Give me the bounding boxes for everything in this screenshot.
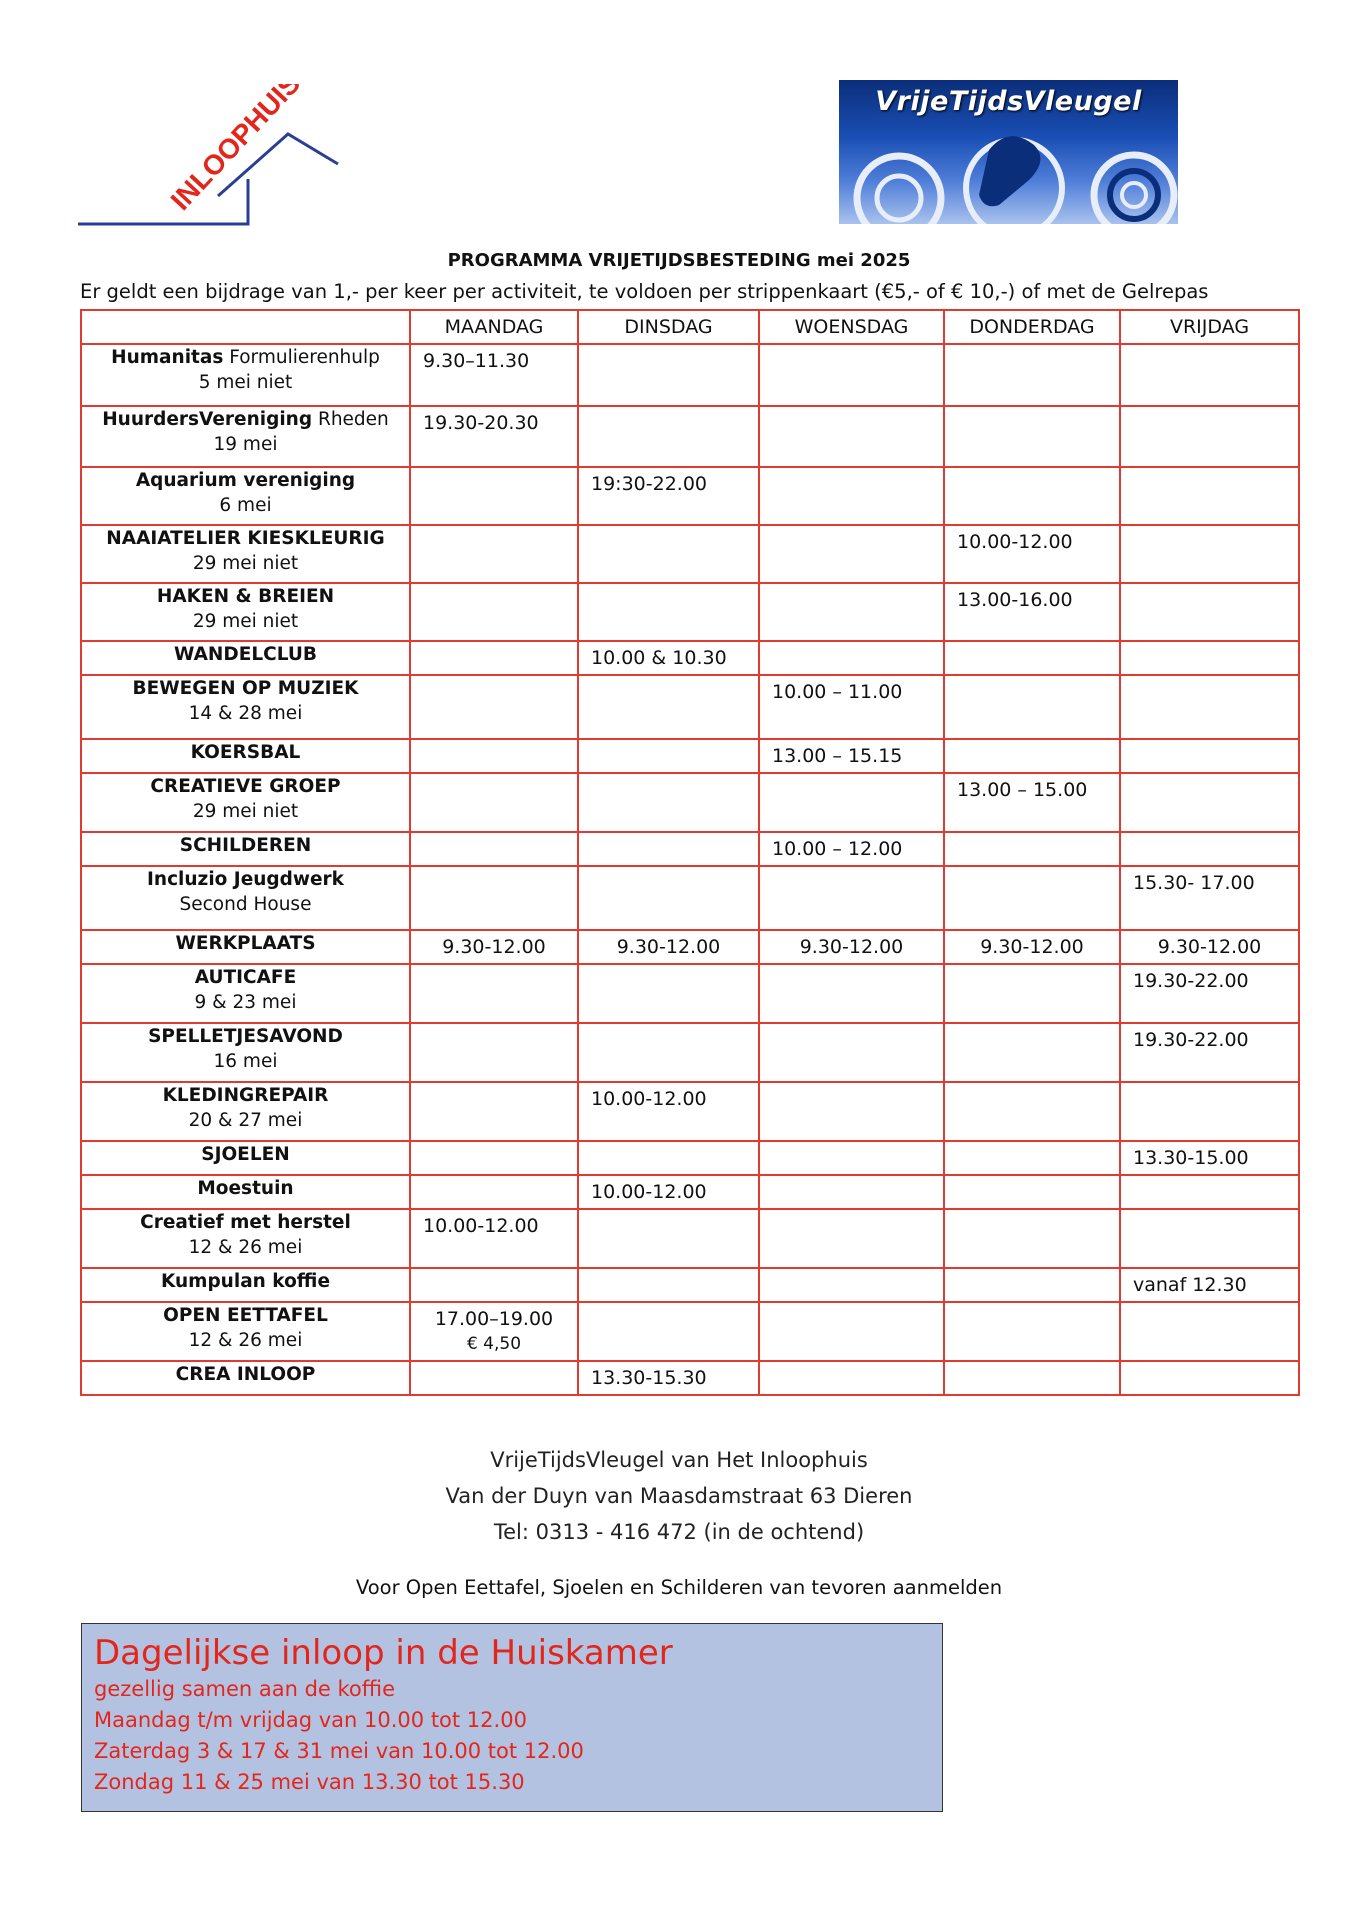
header-activity [81,310,410,344]
time-cell [944,1268,1120,1302]
time-value: 9.30–11.30 [423,350,530,372]
time-value: 10.00-12.00 [957,531,1073,553]
activity-name [82,1362,409,1387]
table-row [81,1302,1299,1361]
time-cell [944,467,1120,525]
time-value: 13.00-16.00 [957,589,1073,611]
activity-name [82,774,409,799]
time-cell [578,1361,759,1395]
activity-name-bold: SCHILDEREN [179,835,312,856]
time-cell [578,832,759,866]
time-value: 9.30-12.00 [799,936,904,958]
activity-name-bold: KOERSBAL [190,742,301,763]
time-cell [759,1209,944,1268]
daily-line: Zondag 11 & 25 mei van 13.30 tot 15.30 [94,1770,525,1794]
activity-cell [81,930,410,964]
time-cell [410,1209,578,1268]
time-value: 19.30-22.00 [1133,1029,1249,1051]
activity-name [82,1210,409,1235]
activity-cell [81,641,410,675]
org-phone: Tel: 0313 - 416 472 (in de ochtend) [493,1520,865,1544]
activity-name [82,867,409,892]
time-cell [410,964,578,1023]
time-cell [944,641,1120,675]
activity-name-bold: KLEDINGREPAIR [162,1085,329,1106]
time-cell [944,739,1120,773]
time-value: 10.00-12.00 [423,1215,539,1237]
vrijetijdsvleugel-logo [839,80,1178,224]
time-cell [944,1209,1120,1268]
activity-name [82,1083,409,1108]
time-cell [578,406,759,467]
activity-note: 16 mei [213,1051,278,1072]
table-header-row [81,310,1299,344]
time-value: 10.00-12.00 [591,1181,707,1203]
daily-title: Dagelijkse inloop in de Huiskamer [94,1633,673,1673]
activity-note: 19 mei [213,434,278,455]
time-cell [578,641,759,675]
time-cell [759,344,944,406]
time-cell [944,583,1120,641]
time-cell [944,930,1120,964]
activity-cell [81,583,410,641]
activity-cell [81,773,410,832]
table-row [81,832,1299,866]
time-value: 10.00 – 11.00 [772,681,903,703]
time-cell [759,739,944,773]
time-cell [410,583,578,641]
time-cell [1120,1082,1299,1141]
time-cell [944,344,1120,406]
time-cell [1120,832,1299,866]
table-row [81,1175,1299,1209]
time-value: 17.00–19.00 [434,1308,554,1330]
time-cell [1120,1209,1299,1268]
activity-cell [81,832,410,866]
time-cell [410,866,578,930]
header-day: VRIJDAG [1120,310,1299,344]
daily-line: Zaterdag 3 & 17 & 31 mei van 10.00 tot 12.00 [94,1739,584,1763]
table-row [81,1082,1299,1141]
contribution-note: Er geldt een bijdrage van 1,- per keer per activiteit, te voldoen per strippenkaart (€5,- of € 10,-) of met de Gelrepas [80,280,1209,303]
activity-name-bold: WANDELCLUB [174,644,317,665]
time-cell [944,773,1120,832]
time-cell [410,739,578,773]
time-cell [944,832,1120,866]
time-cell [1120,866,1299,930]
inloophuis-logo [78,84,358,229]
time-cell [1120,1023,1299,1082]
schedule-table [80,309,1300,1396]
time-cell [410,1302,578,1361]
time-cell [759,866,944,930]
time-cell [578,1082,759,1141]
activity-name-suffix: Formulierenhulp [223,347,380,368]
time-cell [578,866,759,930]
time-cell [1120,1141,1299,1175]
time-cell [410,1175,578,1209]
time-cell [578,1302,759,1361]
time-cell [410,1361,578,1395]
time-cell [410,1268,578,1302]
time-cell [944,525,1120,583]
time-cell [410,641,578,675]
time-cell [1120,773,1299,832]
activity-name [82,1269,409,1294]
table-row [81,1209,1299,1268]
activity-name-bold: SPELLETJESAVOND [148,1026,343,1047]
activity-name-bold: OPEN EETTAFEL [163,1305,328,1326]
activity-note: 20 & 27 mei [188,1110,303,1131]
time-cell [578,964,759,1023]
time-cell [578,467,759,525]
time-value: 19.30-20.30 [423,412,539,434]
activity-note: 9 & 23 mei [194,992,297,1013]
activity-name-bold: Humanitas [111,347,224,368]
activity-name-bold: Aquarium vereniging [135,470,356,491]
time-cell [578,525,759,583]
time-cell [944,406,1120,467]
page-title: PROGRAMMA VRIJETIJDSBESTEDING mei 2025 [447,250,911,271]
table-row [81,930,1299,964]
registration-note: Voor Open Eettafel, Sjoelen en Schilderen van tevoren aanmelden [355,1576,1003,1599]
table-row [81,773,1299,832]
time-cell [410,406,578,467]
time-cell [1120,406,1299,467]
activity-cell [81,525,410,583]
time-value: 19:30-22.00 [591,473,708,495]
activity-cell [81,1141,410,1175]
time-cell [759,641,944,675]
time-cell [759,773,944,832]
time-value: 10.00-12.00 [591,1088,707,1110]
activity-name-bold: CREA INLOOP [175,1364,316,1385]
activity-cell [81,866,410,930]
time-cell [410,1023,578,1082]
time-cell [1120,583,1299,641]
logo-right-text: VrijeTijdsVleugel [875,86,1142,117]
time-cell [759,1141,944,1175]
time-cell [1120,467,1299,525]
time-cell [410,1141,578,1175]
table-row [81,1268,1299,1302]
daily-line: Maandag t/m vrijdag van 10.00 tot 12.00 [94,1708,527,1732]
table-row [81,675,1299,739]
activity-name [82,931,409,956]
header-day: WOENSDAG [759,310,944,344]
activity-name-bold: Moestuin [197,1178,294,1199]
time-cell [1120,641,1299,675]
table-row [81,641,1299,675]
time-cell [1120,675,1299,739]
activity-name [82,1024,409,1049]
time-cell [410,344,578,406]
table-row [81,467,1299,525]
table-row [81,1361,1299,1395]
time-cell [578,1175,759,1209]
activity-cell [81,739,410,773]
table-row [81,1023,1299,1082]
time-value: 13.00 – 15.15 [772,745,903,767]
activity-name-bold: Incluzio Jeugdwerk [147,869,344,890]
table-row [81,739,1299,773]
time-value: 15.30- 17.00 [1133,872,1255,894]
table-row [81,344,1299,406]
time-cell [578,1023,759,1082]
time-cell [759,525,944,583]
time-value: 13.30-15.30 [591,1367,707,1389]
time-cell [759,1302,944,1361]
time-cell [410,930,578,964]
activity-name [82,584,409,609]
time-cell [578,675,759,739]
activity-name-bold: Creatief met herstel [140,1212,351,1233]
time-value: vanaf 12.30 [1133,1274,1247,1296]
time-cell [578,344,759,406]
time-cell [944,1175,1120,1209]
logo-left-text: INLOOPHUIS [164,84,307,217]
activity-name-bold: BEWEGEN OP MUZIEK [132,678,359,699]
time-cell [410,773,578,832]
activity-name-bold: AUTICAFE [194,967,297,988]
time-value: 9.30-12.00 [616,936,721,958]
time-cell [578,930,759,964]
activity-name-bold: CREATIEVE GROEP [150,776,341,797]
time-cell [1120,1302,1299,1361]
activity-cell [81,1361,410,1395]
time-cell [578,773,759,832]
activity-name [82,345,409,370]
activity-cell [81,406,410,467]
time-cell [578,1209,759,1268]
activity-note: 14 & 28 mei [188,703,303,724]
time-value: 9.30-12.00 [442,936,546,958]
time-cell [759,930,944,964]
activity-note: 6 mei [219,495,272,516]
time-cell [410,525,578,583]
time-value: 9.30-12.00 [980,936,1084,958]
time-cell [759,583,944,641]
time-cell [759,1268,944,1302]
activity-cell [81,1268,410,1302]
daily-line: gezellig samen aan de koffie [94,1677,396,1701]
time-cell [759,832,944,866]
activity-name [82,1142,409,1167]
time-cell [578,1141,759,1175]
header-day: DINSDAG [578,310,759,344]
time-cell [759,1023,944,1082]
activity-cell [81,1082,410,1141]
time-cell [759,675,944,739]
time-cell [759,467,944,525]
time-value: 9.30-12.00 [1157,936,1262,958]
activity-name [82,833,409,858]
time-cell [944,1082,1120,1141]
activity-name-bold: WERKPLAATS [175,933,316,954]
activity-name-bold: Kumpulan koffie [160,1271,330,1292]
time-cell [759,1175,944,1209]
activity-cell [81,1209,410,1268]
time-cell [410,675,578,739]
time-cell [944,1361,1120,1395]
activity-note: Second House [179,894,312,915]
activity-note: 29 mei niet [192,801,299,822]
time-cell [410,832,578,866]
activity-cell [81,344,410,406]
time-cell [1120,1268,1299,1302]
activity-note: 12 & 26 mei [188,1237,303,1258]
time-cell [1120,964,1299,1023]
table-row [81,525,1299,583]
time-cell [578,739,759,773]
table-row [81,1141,1299,1175]
activity-name [82,1303,409,1328]
time-cell [410,467,578,525]
org-name: VrijeTijdsVleugel van Het Inloophuis [490,1448,868,1472]
activity-cell [81,1302,410,1361]
table-row [81,866,1299,930]
header-day: MAANDAG [410,310,578,344]
table-row [81,406,1299,467]
time-value: 13.30-15.00 [1133,1147,1249,1169]
activity-cell [81,1023,410,1082]
time-cell [1120,739,1299,773]
time-cell [1120,1175,1299,1209]
time-cell [578,1268,759,1302]
org-address: Van der Duyn van Maasdamstraat 63 Dieren [445,1484,913,1508]
time-cell [759,964,944,1023]
activity-name [82,740,409,765]
time-cell [1120,930,1299,964]
activity-name [82,1176,409,1201]
time-cell [410,1082,578,1141]
table-row [81,583,1299,641]
time-cell [578,583,759,641]
time-value: 13.00 – 15.00 [957,779,1088,801]
time-cell [944,866,1120,930]
time-cell [759,1082,944,1141]
time-cell [1120,525,1299,583]
header-day: DONDERDAG [944,310,1120,344]
activity-name [82,468,409,493]
activity-note: 12 & 26 mei [188,1330,303,1351]
table-row [81,964,1299,1023]
activity-name-bold: HuurdersVereniging [102,409,313,430]
activity-cell [81,675,410,739]
time-cell [944,1141,1120,1175]
activity-cell [81,964,410,1023]
time-cell [759,406,944,467]
time-cell [1120,1361,1299,1395]
activity-note: 29 mei niet [192,553,299,574]
activity-note: 29 mei niet [192,611,299,632]
time-cell [1120,344,1299,406]
activity-name-suffix: Rheden [312,409,389,430]
activity-name [82,526,409,551]
time-cell [944,675,1120,739]
time-value: 19.30-22.00 [1133,970,1249,992]
time-cell [944,1023,1120,1082]
activity-note: 5 mei niet [198,372,293,393]
time-value: 10.00 & 10.30 [591,647,727,669]
activity-cell [81,1175,410,1209]
activity-name [82,642,409,667]
activity-cell [81,467,410,525]
time-value: 10.00 – 12.00 [772,838,903,860]
daily-walk-in-box [81,1623,943,1812]
activity-name [82,676,409,701]
activity-name-bold: HAKEN & BREIEN [156,586,335,607]
activity-name [82,407,409,432]
activity-name-bold: NAAIATELIER KIESKLEURIG [106,528,385,549]
time-cell [944,1302,1120,1361]
time-cell [759,1361,944,1395]
activity-name [82,965,409,990]
price-note: € 4,50 [466,1334,522,1354]
activity-name-bold: SJOELEN [201,1144,290,1165]
time-cell [944,964,1120,1023]
